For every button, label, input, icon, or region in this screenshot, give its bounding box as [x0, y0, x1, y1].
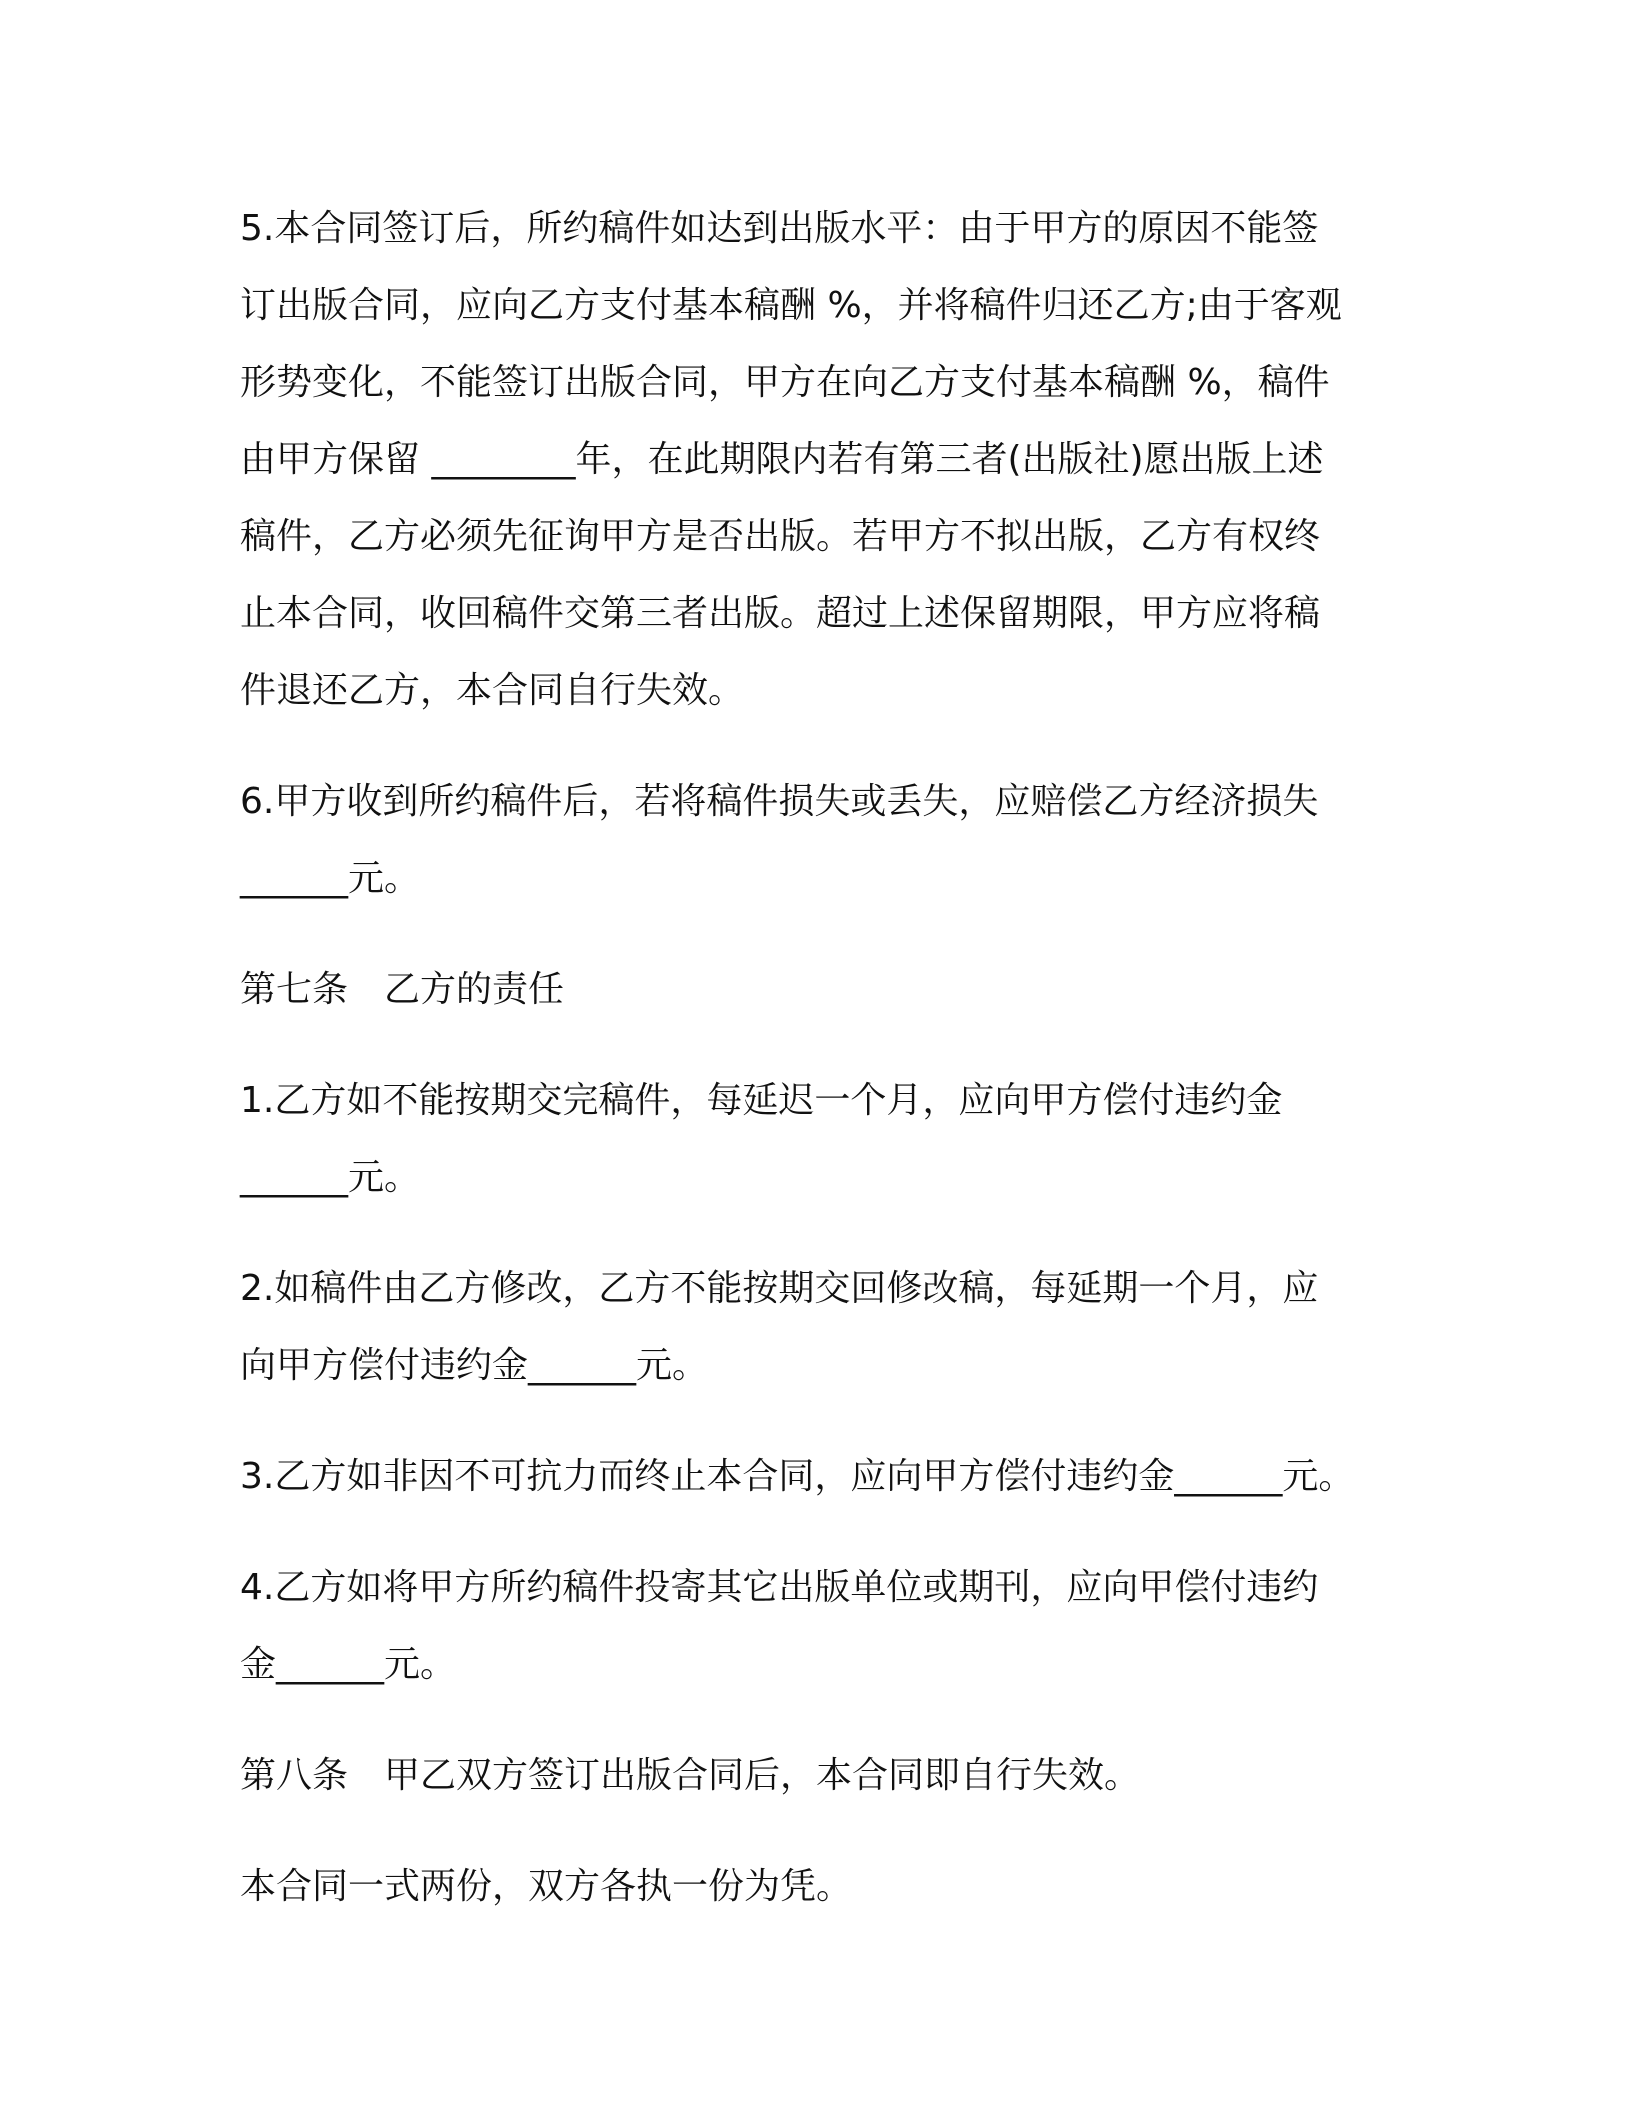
clause-5-paragraph: 5.本合同签订后，所约稿件如达到出版水平：由于甲方的原因不能签 订出版合同，应向乙方支付基本稿酬 %，并将稿件归还乙方;由于客观 形势变化，不能签订出版合同，甲方在向乙方支付基本稿酬 %，稿件 由甲方保留 ________年，在此期限内若有第三者(出版社)愿出版上述 稿件，乙方必须先征询甲方是否出版。若甲方不拟出版，乙方有权终 止本合同，收回稿件交第三者出版。超过上述保留期限，甲方应将稿 件退还乙方，本合同自行失效。 [240, 208, 1342, 711]
article-7-item-3: 3.乙方如非因不可抗力而终止本合同，应向甲方偿付违约金______元。 [240, 1456, 1355, 1497]
article-7-item-2: 2.如稿件由乙方修改，乙方不能按期交回修改稿，每延期一个月，应 向甲方偿付违约金______元。 [240, 1268, 1319, 1386]
article-7-item-1: 1.乙方如不能按期交完稿件，每延迟一个月，应向甲方偿付违约金 ______元。 [240, 1080, 1283, 1198]
clause-6-paragraph: 6.甲方收到所约稿件后，若将稿件损失或丢失，应赔偿乙方经济损失 ______元。 [240, 781, 1319, 899]
copies-statement: 本合同一式两份，双方各执一份为凭。 [240, 1866, 853, 1907]
article-7-heading: 第七条 乙方的责任 [240, 969, 565, 1010]
article-8-paragraph: 第八条 甲乙双方签订出版合同后，本合同即自行失效。 [240, 1755, 1141, 1796]
document-body [240, 190, 1390, 1925]
article-7-item-4: 4.乙方如将甲方所约稿件投寄其它出版单位或期刊，应向甲偿付违约 金______元。 [240, 1567, 1319, 1685]
